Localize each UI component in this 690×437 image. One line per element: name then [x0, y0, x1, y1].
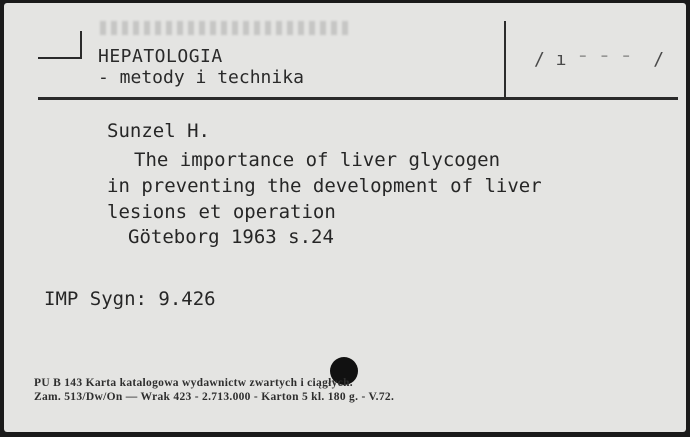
- title-line-2: in preventing the development of liver: [107, 175, 542, 197]
- printer-footer-line-1: PU B 143 Karta katalogowa wydawnictw zwartych i ciągłych.: [34, 377, 353, 389]
- heading-rule: [38, 97, 678, 100]
- faded-stamp-smudge: [100, 21, 350, 35]
- title-line-3: lesions et operation: [107, 201, 336, 223]
- title-line-1: The importance of liver glycogen: [134, 149, 501, 171]
- corner-tick-vertical: [80, 31, 82, 59]
- printer-footer-line-2: Zam. 513/Dw/On — Wrak 423 - 2.713.000 - Karton 5 kl. 180 g. - V.72.: [34, 391, 395, 403]
- catalog-card: [4, 3, 686, 432]
- handwritten-mark: / ı ⁻ ⁻ ⁻ /: [534, 49, 665, 70]
- corner-tick-horizontal: [38, 57, 82, 59]
- place-year-pages: Göteborg 1963 s.24: [128, 226, 334, 248]
- subject-subheading: - metody i technika: [98, 67, 304, 88]
- subject-heading: HEPATOLOGIA: [98, 46, 223, 67]
- heading-divider-vertical: [504, 21, 506, 99]
- call-number: IMP Sygn: 9.426: [44, 288, 216, 310]
- author: Sunzel H.: [107, 120, 210, 142]
